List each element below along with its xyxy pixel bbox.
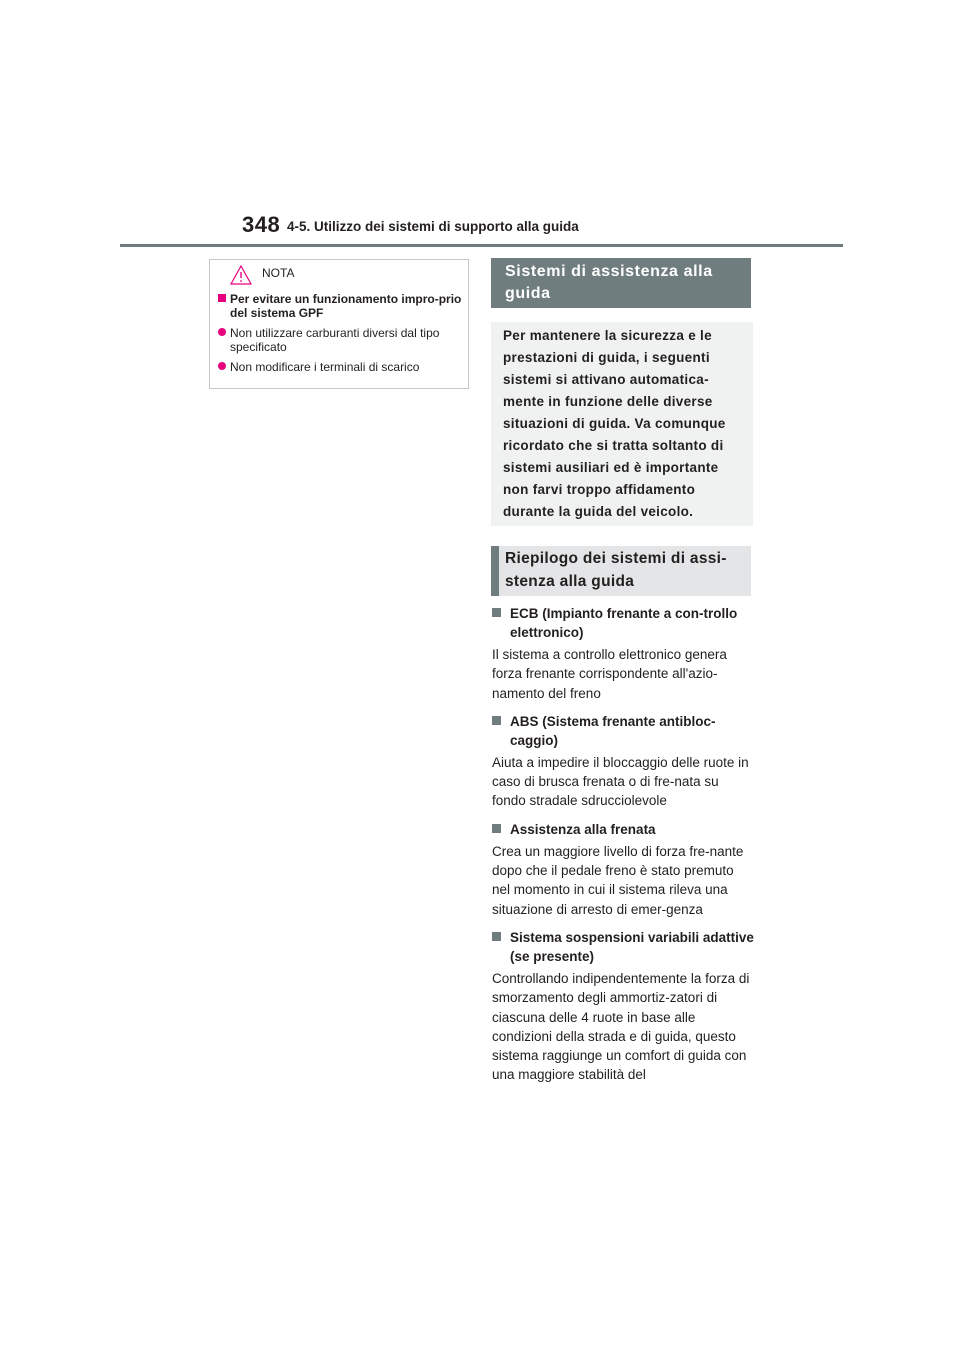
item-title bbox=[492, 928, 754, 966]
nota-item bbox=[218, 360, 464, 374]
page-number: 348 bbox=[242, 212, 281, 237]
item-body: Controllando indipendentemente la forza di smorzamento degli ammortiz-zatori di ciascuna delle 4 ruote in base alle condizioni della strada e di guida, questo sistema raggiunge un comfort di guida con una maggiore stabilità del bbox=[492, 970, 750, 1083]
item-title bbox=[492, 604, 754, 642]
nota-item bbox=[218, 326, 464, 354]
square-bullet-icon bbox=[492, 608, 501, 617]
list-item bbox=[492, 928, 754, 1085]
item-title bbox=[492, 712, 754, 750]
square-bullet-icon bbox=[218, 294, 226, 302]
item-title-text: ABS (Sistema frenante antibloc-caggio) bbox=[510, 713, 716, 748]
nota-item-text: Non utilizzare carburanti diversi dal tipo specificato bbox=[230, 326, 440, 354]
header-rule bbox=[120, 244, 843, 247]
item-title-text: ECB (Impianto frenante a con-trollo elettronico) bbox=[510, 606, 738, 640]
item-body: Il sistema a controllo elettronico genera forza frenante corrispondente all'azio-namento del freno bbox=[492, 647, 727, 701]
circle-bullet-icon bbox=[218, 362, 226, 370]
circle-bullet-icon bbox=[218, 328, 226, 336]
subsection-banner: Riepilogo dei sistemi di assi-stenza alla guida bbox=[491, 546, 751, 596]
systems-list bbox=[492, 604, 754, 1094]
nota-heading-text: Per evitare un funzionamento impro-prio del sistema GPF bbox=[230, 292, 462, 320]
nota-item-text: Non modificare i terminali di scarico bbox=[230, 360, 420, 374]
square-bullet-icon bbox=[492, 716, 501, 725]
warning-triangle-icon bbox=[230, 265, 252, 285]
item-body: Aiuta a impedire il bloccaggio delle ruote in caso di brusca frenata o di fre-nata su fondo stradale sdrucciolevole bbox=[492, 754, 749, 809]
list-item bbox=[492, 712, 754, 811]
list-item bbox=[492, 604, 754, 703]
square-bullet-icon bbox=[492, 824, 501, 833]
nota-header bbox=[210, 260, 468, 286]
section-title: 4-5. Utilizzo dei sistemi di supporto alla guida bbox=[287, 219, 579, 234]
nota-box bbox=[209, 259, 469, 389]
square-bullet-icon bbox=[492, 932, 501, 941]
nota-label: NOTA bbox=[262, 266, 295, 280]
item-body: Crea un maggiore livello di forza fre-nante dopo che il pedale freno è stato premuto nel momento in cui il sistema rileva una situazione di arresto di emer-genza bbox=[492, 843, 744, 917]
item-title-text: Sistema sospensioni variabili adattive (se presente) bbox=[510, 929, 754, 964]
section-banner: Sistemi di assistenza alla guida bbox=[491, 258, 751, 308]
nota-list bbox=[218, 292, 464, 380]
list-item bbox=[492, 820, 754, 919]
nota-heading bbox=[218, 292, 464, 320]
intro-box: Per mantenere la sicurezza e le prestazioni di guida, i seguenti sistemi si attivano automatica-mente in funzione delle diverse situazioni di guida. Va comunque ricordato che si tratta soltanto di sistemi ausiliari ed è importante non farvi troppo affidamento durante la guida del veicolo. bbox=[491, 322, 753, 526]
item-title-text: Assistenza alla frenata bbox=[510, 821, 656, 837]
item-title bbox=[492, 820, 754, 839]
